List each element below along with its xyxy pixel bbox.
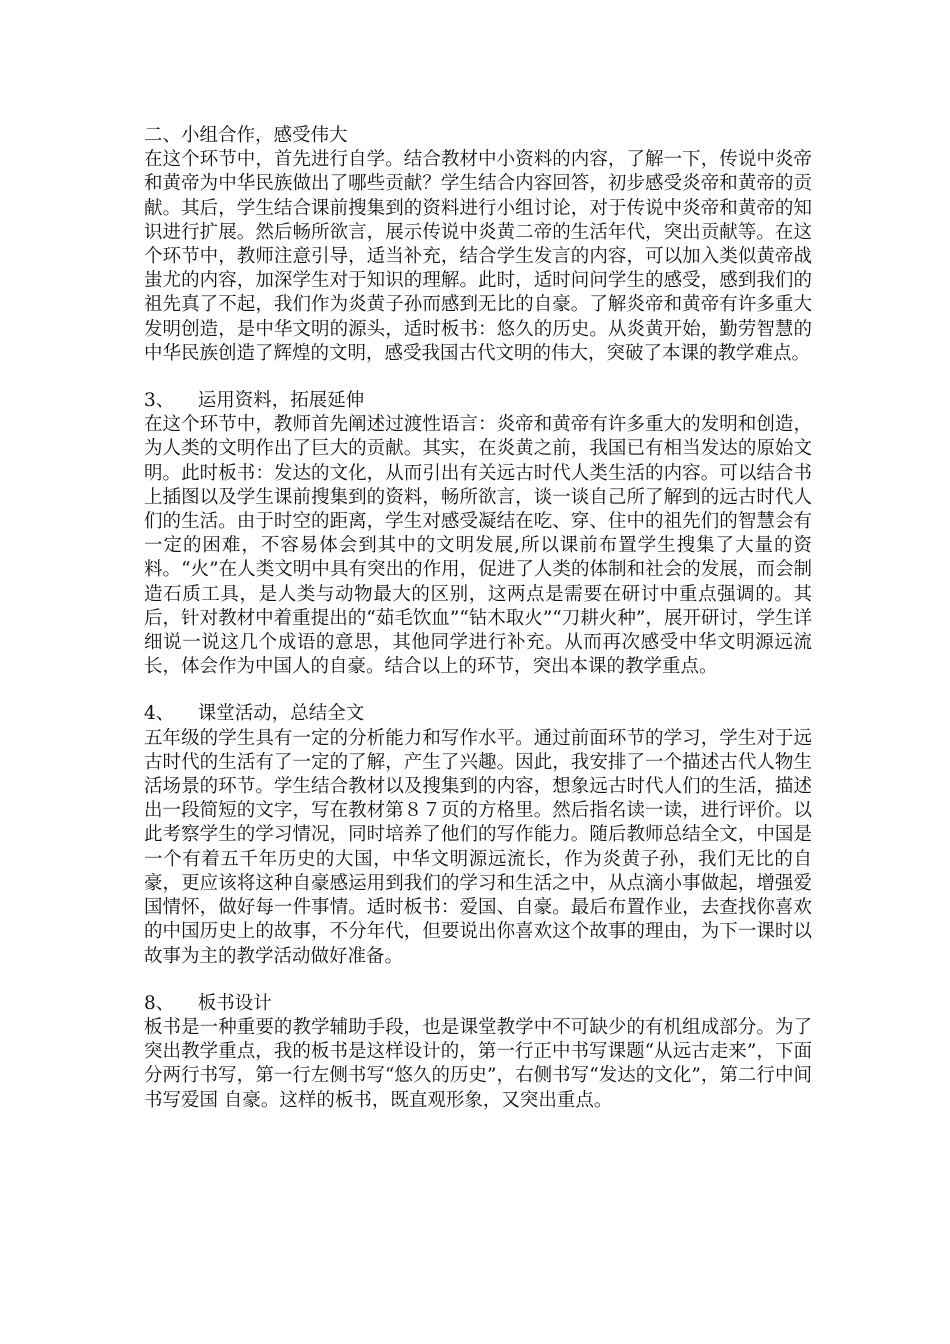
section-use-materials [144,389,812,679]
section-class-activity [144,702,812,968]
section-board-design [144,992,812,1113]
section-heading: 3、 运用资料，拓展延伸 [144,390,365,412]
section-paragraph: 板书是一种重要的教学辅助手段，也是课堂教学中不可缺少的有机组成部分。为了突出教学重点，我的板书是这样设计的，第一行正中书写课题“从远古走来”，下面分两行书写，第一行左侧书写“悠久的历史”，右侧书写“发达的文化”，第二行中间书写爱国 自豪。这样的板书，既直观形象，又突出重点。 [144,1016,812,1111]
section-small-group [144,124,812,366]
section-paragraph: 在这个环节中，教师首先阐述过渡性语言：炎帝和黄帝有许多重大的发明和创造，为人类的文明作出了巨大的贡献。其实，在炎黄之前，我国已有相当发达的原始文明。此时板书：发达的文化，从而引出有关远古时代人类生活的内容。可以结合书上插图以及学生课前搜集到的资料，畅所欲言，谈一谈自己所了解到的远古时代人们的生活。由于时空的距离，学生对感受凝结在吃、穿、住中的祖先们的智慧会有一定的困难，不容易体会到其中的文明发展,所以课前布置学生搜集了大量的资料。“火”在人类文明中具有突出的作用，促进了人类的体制和社会的发展，而会制造石质工具，是人类与动物最大的区别，这两点是需要在研讨中重点强调的。其后，针对教材中着重提出的“茹毛饮血”“钻木取火”“刀耕火种”，展开研讨，学生详细说一说这几个成语的意思，其他同学进行补充。从而再次感受中华文明源远流长，体会作为中国人的自豪。结合以上的环节，突出本课的教学重点。 [144,414,812,678]
document-page [144,124,812,1136]
section-heading: 4、 课堂活动，总结全文 [144,703,365,725]
section-paragraph: 在这个环节中，首先进行自学。结合教材中小资料的内容，了解一下，传说中炎帝和黄帝为中华民族做出了哪些贡献？学生结合内容回答，初步感受炎帝和黄帝的贡献。其后，学生结合课前搜集到的资料进行小组讨论，对于传说中炎帝和黄帝的知识进行扩展。然后畅所欲言，展示传说中炎黄二帝的生活年代，突出贡献等。在这个环节中，教师注意引导，适当补充，结合学生发言的内容，可以加入类似黄帝战蚩尤的内容，加深学生对于知识的理解。此时，适时问问学生的感受，感到我们的祖先真了不起，我们作为炎黄子孙而感到无比的自豪。了解炎帝和黄帝有许多重大发明创造，是中华文明的源头，适时板书：悠久的历史。从炎黄开始，勤劳智慧的中华民族创造了辉煌的文明，感受我国古代文明的伟大，突破了本课的教学难点。 [144,149,812,364]
section-heading: 8、 板书设计 [144,992,272,1014]
section-paragraph: 五年级的学生具有一定的分析能力和写作水平。通过前面环节的学习，学生对于远古时代的生活有了一定的了解，产生了兴趣。因此，我安排了一个描述古代人物生活场景的环节。学生结合教材以及搜集到的内容，想象远古时代人们的生活，描述出一段简短的文字，写在教材第８７页的方格里。然后指名读一读，进行评价。以此考察学生的学习情况，同时培养了他们的写作能力。随后教师总结全文，中国是一个有着五千年历史的大国，中华文明源远流长，作为炎黄子孙，我们无比的自豪，更应该将这种自豪感运用到我们的学习和生活之中，从点滴小事做起，增强爱国情怀，做好每一件事情。适时板书：爱国、自豪。最后布置作业，去查找你喜欢的中国历史上的故事，不分年代，但要说出你喜欢这个故事的理由，为下一课时以故事为主的教学活动做好准备。 [144,727,812,967]
section-heading: 二、小组合作，感受伟大 [144,125,348,146]
